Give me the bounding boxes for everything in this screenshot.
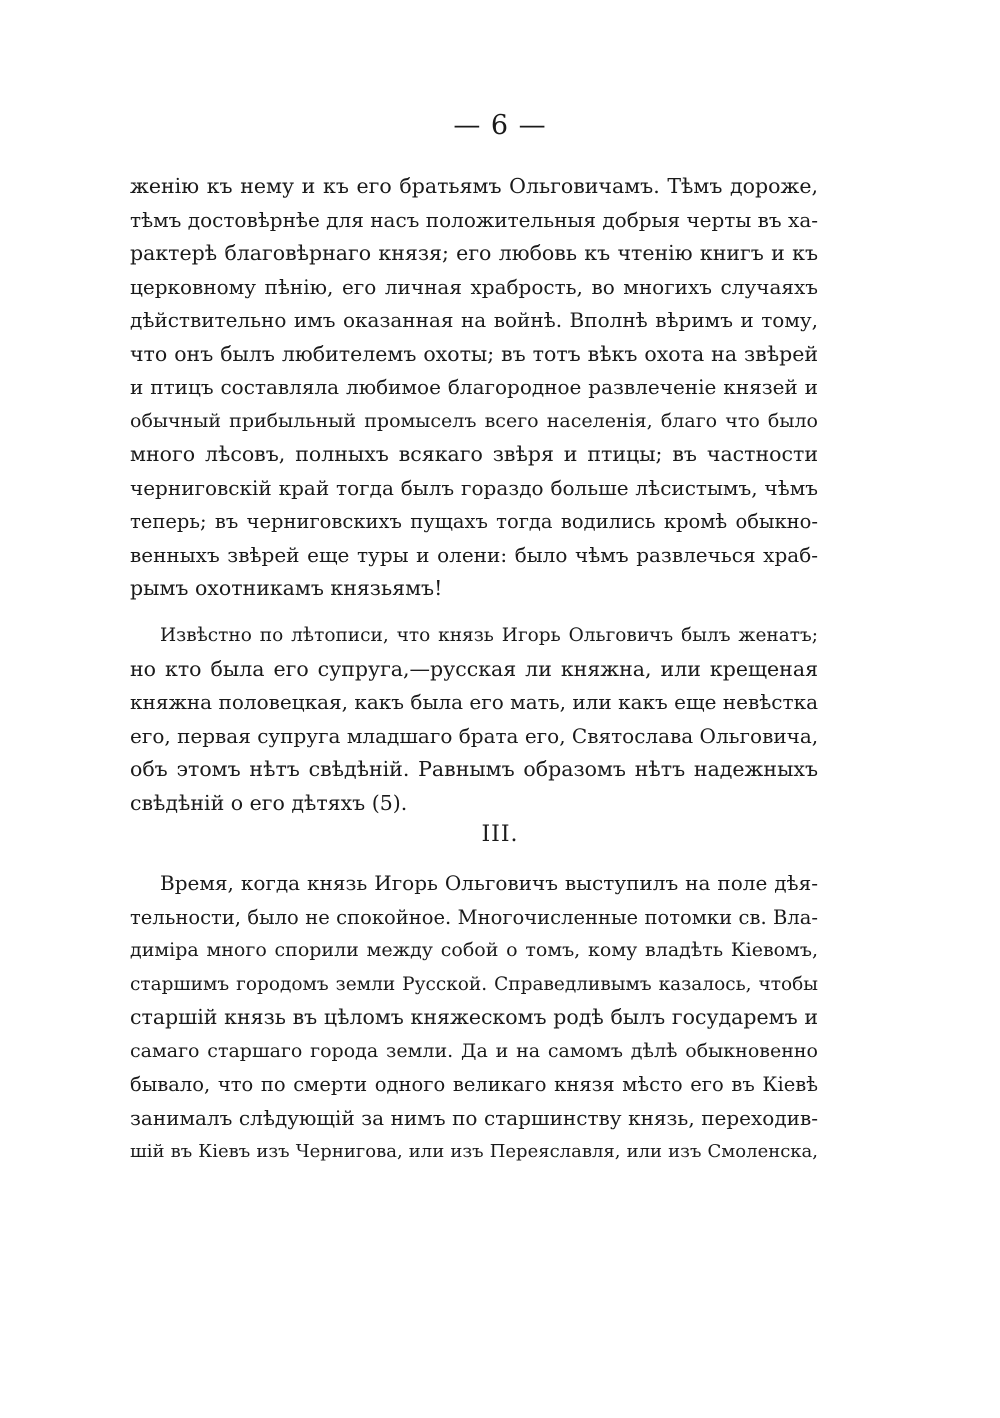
text-line: старшій князь въ цѣломъ княжескомъ родѣ былъ государемъ и bbox=[130, 1005, 818, 1029]
text-line: много лѣсовъ, полныхъ всякаго звѣря и птицы; въ частности bbox=[130, 442, 818, 466]
text-line: свѣдѣній о его дѣтяхъ (5). bbox=[130, 790, 408, 815]
text-line: объ этомъ нѣтъ свѣдѣній. Равнымъ образомъ нѣтъ надежныхъ bbox=[130, 757, 818, 781]
text-line: обычный прибыльный промыселъ всего населенія, благо что было bbox=[130, 409, 818, 432]
text-line: шій въ Кіевъ изъ Чернигова, или изъ Переяславля, или изъ Смоленска, bbox=[130, 1141, 818, 1162]
text-line: занималъ слѣдующій за нимъ по старшинству князь, переходив- bbox=[130, 1105, 818, 1130]
paragraph-2 bbox=[130, 619, 818, 820]
text-line: рактерѣ благовѣрнаго князя; его любовь къ чтенію книгъ и къ bbox=[130, 241, 818, 265]
text-line: теперь; въ черниговскихъ пущахъ тогда водились кромѣ обыкно- bbox=[130, 510, 818, 533]
text-line: тѣмъ достовѣрнѣе для насъ положительныя добрыя черты въ ха- bbox=[130, 207, 818, 232]
text-line: что онъ былъ любителемъ охоты; въ тотъ вѣкъ охота на звѣрей bbox=[130, 341, 818, 366]
text-line: диміра много спорили между собой о томъ, кому владѣть Кіевомъ, bbox=[130, 939, 818, 961]
text-line: его, первая супруга младшаго брата его, Святослава Ольговича, bbox=[130, 723, 819, 748]
text-line: венныхъ звѣрей еще туры и олени: было чѣмъ развлечься храб- bbox=[130, 542, 818, 567]
text-line: старшимъ городомъ земли Русской. Справедливымъ казалось, чтобы bbox=[130, 973, 818, 995]
text-line: Извѣстно по лѣтописи, что князь Игорь Ольговичъ былъ женатъ; bbox=[160, 625, 818, 646]
text-line: самаго старшаго города земли. Да и на самомъ дѣлѣ обыкновенно bbox=[130, 1039, 818, 1062]
text-line: рымъ охотникамъ князьямъ! bbox=[130, 576, 443, 600]
paragraph-3 bbox=[130, 867, 818, 1169]
text-line: но кто была его супруга,—русская ли княжна, или крещеная bbox=[130, 656, 818, 681]
text-line: Время, когда князь Игорь Ольговичъ выступилъ на поле дѣя- bbox=[160, 871, 818, 895]
text-line: бывало, что по смерти одного великаго князя мѣсто его въ Кіевѣ bbox=[130, 1073, 818, 1096]
text-line: княжна половецкая, какъ была его мать, или какъ еще невѣстка bbox=[130, 690, 818, 714]
page-number: — 6 — bbox=[453, 110, 547, 141]
paragraph-1 bbox=[130, 170, 818, 606]
text-line: дѣйствительно имъ оказанная на войнѣ. Вполнѣ вѣримъ и тому, bbox=[130, 308, 818, 332]
text-line: черниговскій край тогда былъ гораздо больше лѣсистымъ, чѣмъ bbox=[130, 475, 818, 500]
text-line: тельности, было не спокойное. Многочисленные потомки св. Вла- bbox=[130, 905, 818, 929]
text-line: женію къ нему и къ его братьямъ Ольговичамъ. Тѣмъ дороже, bbox=[130, 174, 818, 198]
text-line: церковному пѣнію, его личная храбрость, во многихъ случаяхъ bbox=[130, 274, 818, 299]
section-heading: III. bbox=[481, 822, 519, 847]
text-line: и птицъ составляла любимое благородное развлеченіе князей и bbox=[130, 375, 818, 399]
